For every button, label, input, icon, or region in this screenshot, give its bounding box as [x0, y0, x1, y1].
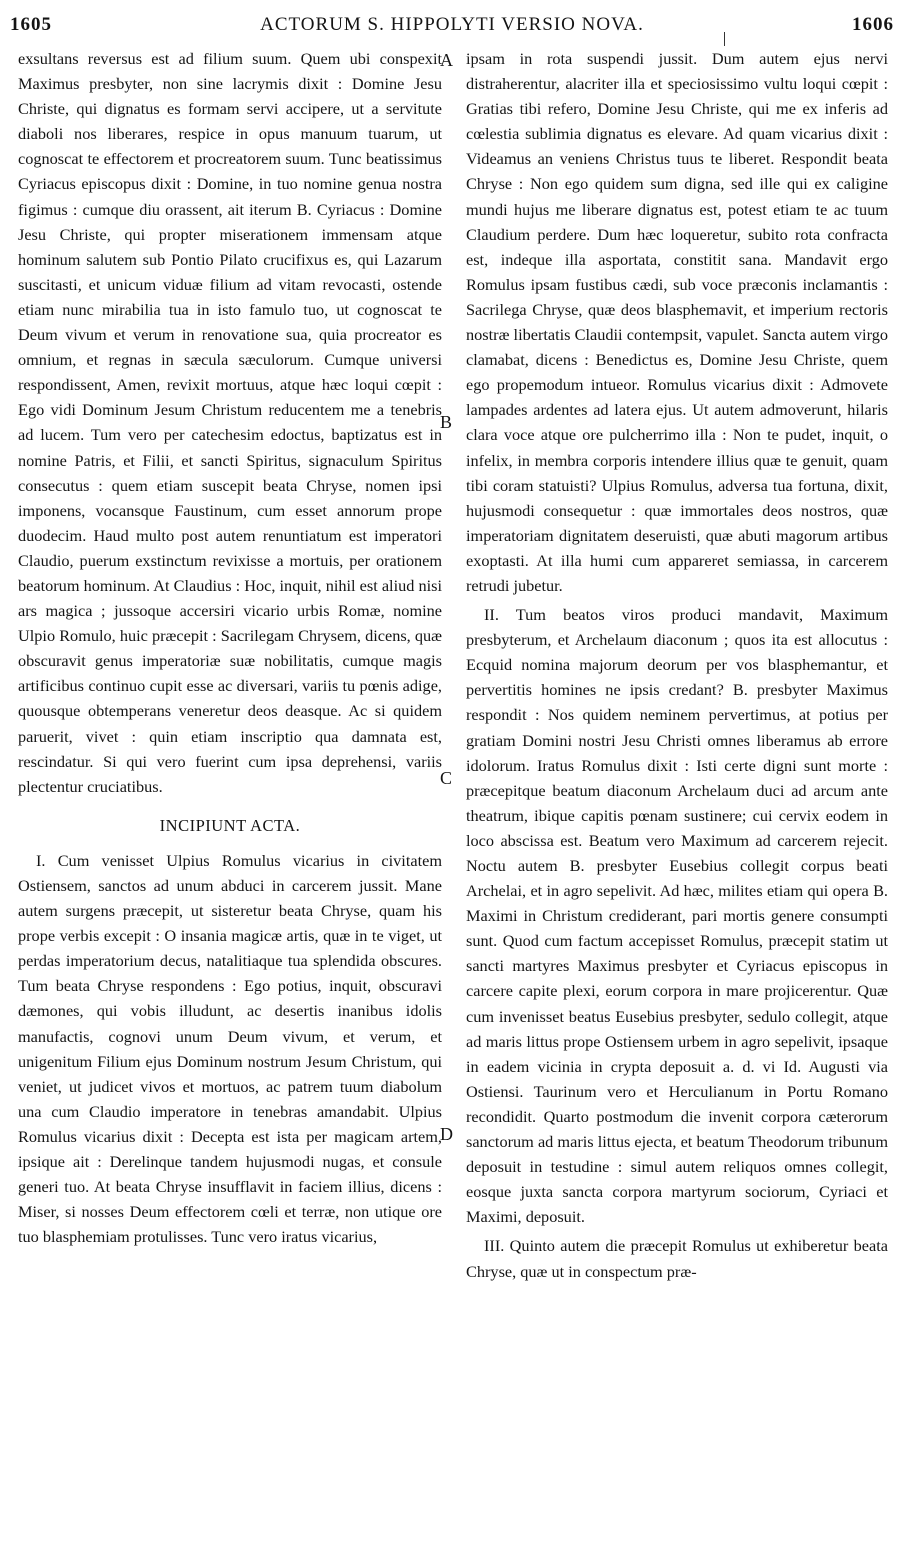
- right-paragraph-2: II. Tum beatos viros produci mandavit, Maximum presbyterum, et Archelaum diaconum ; quos ita est allocutus : Ecquid nomina majorum deorum per vos blasphemantur, et pervertitis homines ne ipsis credant? B. presbyter Maximus respondit : Nos quidem neminem pervertimus, at potius per gratiam Domini nostri Jesu Christi omnes liberamus ab errore idolorum. Iratus Romulus dixit : Isti certe digni sunt morte : præcepitque beatum diaconum Archelaum duci ad arcum ante theatrum, ibique capitis pœnam sustinere; cui cervix eodem in loco abscissa est. Beatum vero Maximum ad carcerem rejecit. Noctu autem B. presbyter Eusebius collegit corpus beati Archelai, et in agro sepelivit. Ad hæc, milites etiam qui opera B. Maximi in Christum crediderant, pari mortis genere consumpti sunt. Quod cum factum accepisset Romulus, præcepit statim ut sancti martyres Maximus presbyter et Cyriacus episcopus in carcere capite plexi, eorum corpora in mare projicerentur. Quæ cum invenisset beatus Eusebius presbyter, sedulo collegit, atque ad maris littus prope Ostiensem urbem in agro sepelivit, ipsaque in eadem vicinia in crypta deposuit a. d. vi Id. Augusti via Ostiensi. Taurinum vero et Herculianum in Portu Romano recondidit. Quarto postmodum die invenit corpora cæterorum sanctorum ad maris littus ejecta, et beatum Theodorum tribunum deposuit in testudine : simul autem reliquos omnes collegit, eosque juxta sancta corpora martyrum sociorum, Cyriaci et Maximi, deposuit.: [466, 605, 888, 1227]
- margin-letter-a: A: [440, 50, 453, 70]
- margin-letter-d: D: [440, 1124, 453, 1144]
- left-paragraph-2: I. Cum venisset Ulpius Romulus vicarius in civitatem Ostiensem, sanctos ad unum abduci in carcerem jussit. Mane autem surgens præcepit, ut sisteretur beata Chryse, quam his prope verbis excepit : O insania magicæ artis, quæ in te viget, ut perdas imperatorium decus, natalitiaque tua splendida obscures. Tum beata Chryse respondens : Ego potius, inquit, obscuravi dæmones, qui vobis illudunt, ac desertis inanibus idolis manufactis, cognovi unum Deum vivum, et verum, et unigenitum Filium ejus Dominum nostrum Jesum Christum, qui veniet, ut judicet vivos et mortuos, ac patrem tuum diabolum una cum Claudio imperatore in tenebras amandabit. Ulpius Romulus vicarius dixit : Decepta est ista per magicam artem, ipsique ait : Derelinque tandem hujusmodi nugas, et consule generi tuo. At beata Chryse insufflavit in faciem illius, dicens : Miser, si nosses Deum effectorem cœli et terræ, non utique ore tuo blasphemiam protulisses. Tunc vero iratus vicarius,: [18, 850, 442, 1247]
- page-number-right: 1606: [852, 14, 894, 35]
- section-heading: INCIPIUNT ACTA.: [159, 815, 301, 835]
- margin-letter-c: C: [440, 768, 453, 788]
- right-paragraph-3: III. Quinto autem die præcepit Romulus ut exhiberetur beata Chryse, quæ ut in conspectum præ-: [466, 1236, 888, 1281]
- left-paragraph-1: exsultans reversus est ad filium suum. Quem ubi conspexit Maximus presbyter, non sine lacrymis dixit : Domine Jesu Christe, qui dignatus es formam servi accipere, ut a servitute diaboli nos liberares, respice in opus manuum tuarum, ut cognoscat te effectorem et procreatorem suum. Tunc beatissimus Cyriacus episcopus dixit : Domine, in tuo nomine genua nostra figimus : cumque diu orassent, ait iterum B. Cyriacus : Domine Jesu Christe, qui propter miserationem immensam atque hominum salutem sub Pontio Pilato crucifixus es, qui Lazarum suscitasti, et unicum viduæ filium ad vitam revocasti, ostende etiam nunc mirabilia tua in isto famulo tuo, ut cognoscat te Deum vivum et verum in renovatione sua, quia procreator es omnium, et regnas in sæcula sæculorum. Cumque universi respondissent, Amen, revixit mortuus, atque hæc loqui cœpit : Ego vidi Dominum Jesum Christum reducentem me a tenebris ad lucem. Tum vero per catechesim edoctus, baptizatus est in nomine Patris, et Filii, et sancti Spiritus, signaculum Spiritus consecutus : quem etiam suscepit beata Chryse, nomen ipsi imponens, vocansque Faustinum, cum esset annorum prope duodecim. Haud multo post autem renuntiatum est imperatori Claudio, puerum exstinctum revixisse a mortuis, per orationem beatorum hominum. At Claudius : Hoc, inquit, nihil est aliud nisi ars magica ; jussoque accersiri vicario urbis Romæ, nomine Ulpio Romulo, huic præcepit : Sacrilegam Chrysem, dicens, quæ obscuravit genus imperatoriæ suæ nobilitatis, cumque magis artificibus continuo cupit esse ac diversari, variis tu pœnis adige, quousque obtemperans veneretur deos deasque. Ac si quidem paruerit, vivet : quin etiam inscriptio qua damnata est, rescindatur. Si qui vero fuerint cum ipsa deprehensi, variis plectentur cruciatibus.: [18, 49, 442, 796]
- left-column: [18, 46, 442, 1249]
- header-tick-mark: [724, 32, 725, 46]
- running-title: ACTORUM S. HIPPOLYTI VERSIO NOVA.: [260, 14, 644, 35]
- margin-letter-b: B: [440, 412, 453, 432]
- page-number-left: 1605: [10, 14, 52, 35]
- running-header: [0, 14, 904, 44]
- right-paragraph-1: ipsam in rota suspendi jussit. Dum autem ejus nervi distraherentur, alacriter illa et speciosissimo vultu loqui cœpit : Gratias tibi refero, Domine Jesu Christe, qui me ex inferis ad cœlestia sublimia dignatus es elevare. Ad quam vicarius dixit : Videamus an veniens Christus tuus te liberet. Respondit beata Chryse : Non ego quidem sum digna, sed ille qui ex caligine mundi hujus me liberare dignatus est, potest etiam te ac tuum Claudium perdere. Dum hæc loqueretur, subito rota confracta est, indeque illa asportata, constitit sana. Mandavit ergo Romulus ipsam fustibus cædi, sub voce præconis inclamantis : Sacrilega Chryse, quæ deos blasphemavit, et imperium rectoris nostræ libertatis Claudii contempsit, vapulet. Sancta autem virgo clamabat, dicens : Benedictus es, Domine Jesu Christe, quem ego propemodum intueor. Romulus vicarius dixit : Admovete lampades ardentes ad latera ejus. Ut autem admoverunt, hilaris clara voce atque ore pulcherrimo illa : Non te pudet, inquit, o infelix, in membra corporis intendere illius quæ te genuit, quam tibi coram statuisti? Ulpius Romulus, adversa tua fortuna, dixit, hujusmodi consequetur : quæ immortales deos nostros, quæ imperatoriam dignitatem deseruisti, quæ abuti magorum artibus exoptasti. At illa humi cum appareret semiassa, in carcerem retrudi jubetur.: [466, 49, 888, 595]
- right-column: [466, 46, 888, 1284]
